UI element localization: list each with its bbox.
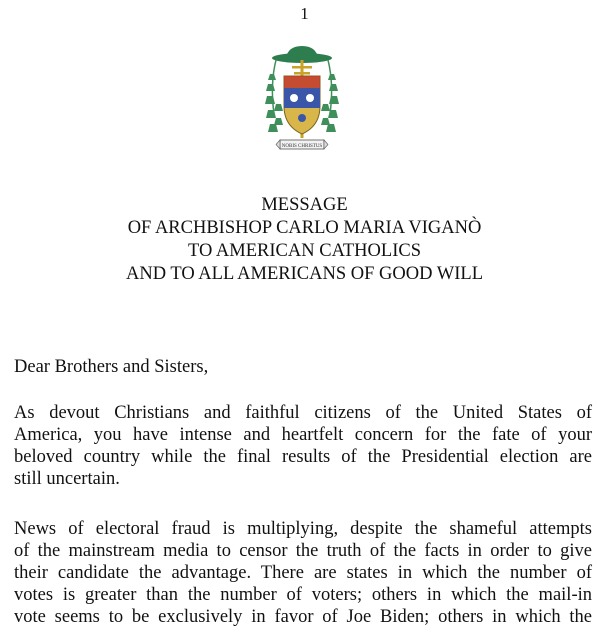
paragraph-line: votes is greater than the number of voters; others in which the mail-in xyxy=(14,585,592,605)
title-line: MESSAGE xyxy=(261,195,348,215)
page-number: 1 xyxy=(300,4,309,23)
paragraph-line: vote seems to be exclusively in favor of Joe Biden; others in which the xyxy=(14,607,592,627)
paragraph-line: of the mainstream media to censor the truth of the facts in order to give xyxy=(14,541,592,561)
title-line: TO AMERICAN CATHOLICS xyxy=(188,241,421,261)
paragraph-line: their candidate the advantage. There are states in which the number of xyxy=(14,563,592,583)
title-line: OF ARCHBISHOP CARLO MARIA VIGANÒ xyxy=(127,218,482,238)
title-line: AND TO ALL AMERICANS OF GOOD WILL xyxy=(126,264,483,284)
paragraph-1 xyxy=(14,402,592,490)
document-title xyxy=(0,194,609,286)
paragraph-line: News of electoral fraud is multiplying, despite the shameful attempts xyxy=(14,519,592,539)
salutation: Dear Brothers and Sisters, xyxy=(14,357,209,377)
coat-of-arms-icon xyxy=(264,44,340,156)
motto-text: NOBIS CHRISTUS xyxy=(281,143,323,149)
paragraph-line: As devout Christians and faithful citizens of the United States of xyxy=(14,403,592,423)
paragraph-line: America, you have intense and heartfelt concern for the fate of your xyxy=(14,425,592,445)
paragraph-line: beloved country while the final results of the Presidential election are xyxy=(14,447,592,467)
paragraph-line: still uncertain. xyxy=(14,469,120,489)
paragraph-2 xyxy=(14,518,592,628)
